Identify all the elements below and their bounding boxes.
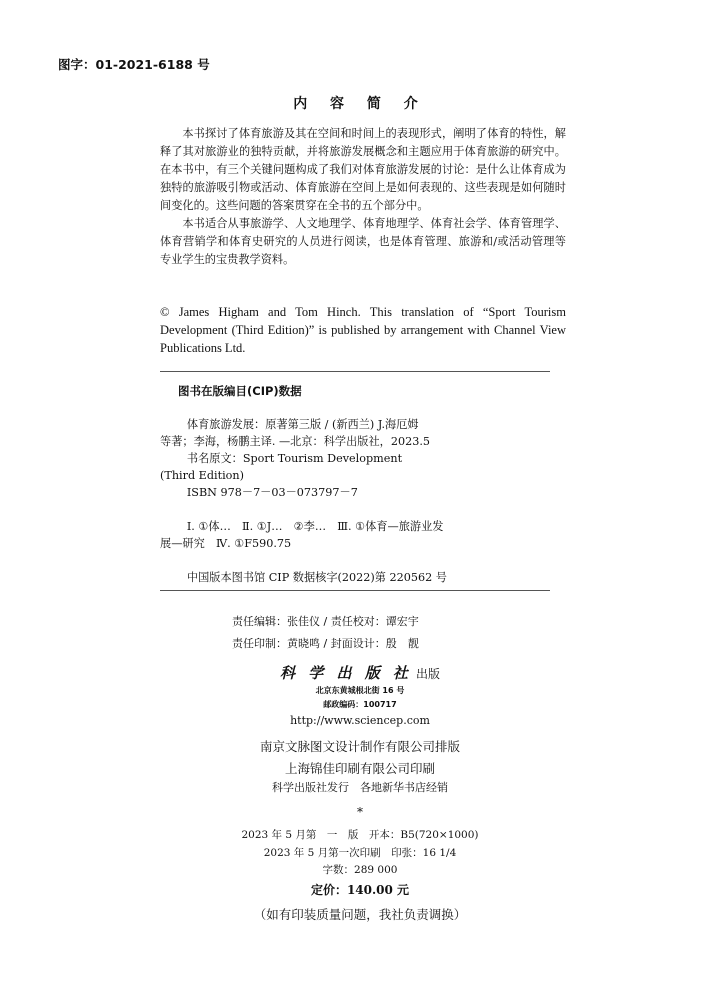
- summary-title: 内 容 简 介: [293, 96, 427, 112]
- summary-paragraph-2: 本书适合从事旅游学、人文地理学、体育地理学、体育社会学、体育管理学、体育营销学和体育史研究的人员进行阅读，也是体育管理、旅游和/或活动管理等专业学生的宝贵教学资料。: [160, 217, 566, 266]
- cip-original-title: 书名原文：Sport Tourism Development: [186, 452, 403, 465]
- separator-asterisk: *: [357, 805, 363, 819]
- cip-isbn: ISBN 978－7－03－073797－7: [186, 486, 358, 499]
- cip-top-rule: [160, 371, 550, 372]
- cip-class-line-2: 展—研究 Ⅳ. ①F590.75: [160, 537, 292, 550]
- credits: [232, 611, 419, 655]
- edition-line-2: 2023 年 5 月第一次印刷 印张：16 1/4: [263, 847, 457, 859]
- cip-original-edition: (Third Edition): [160, 469, 244, 482]
- publisher-address: 北京东黄城根北街 16 号: [315, 686, 405, 695]
- publisher-action: 出版: [415, 667, 440, 681]
- publisher-block: [0, 662, 720, 683]
- publisher-logo: 科 学 出 版 社: [280, 664, 412, 682]
- credits-production: 责任印制：黄晓鸣 / 封面设计：殷 靓: [232, 637, 419, 650]
- cip-heading: 图书在版编目(CIP)数据: [178, 384, 302, 398]
- publisher-postcode: 邮政编码：100717: [323, 700, 397, 709]
- cip-approval-wrap: [160, 569, 555, 586]
- quality-notice: （如有印装质量问题，我社负责调换）: [253, 907, 467, 922]
- price: 定价：140.00 元: [310, 883, 410, 897]
- typesetter: 南京文脉图文设计制作有限公司排版: [259, 739, 460, 754]
- summary-paragraph-1: 本书探讨了体育旅游及其在空间和时间上的表现形式，阐明了体育的特性，解释了其对旅游业的独特贡献，并将旅游发展概念和主题应用于体育旅游的研究中。在本书中，有三个关键问题构成了我们对体育旅游发展的讨论：是什么让体育成为独特的旅游吸引物或活动、体育旅游在空间上是如何表现的、这些表现是如何随时间变化的。这些问题的答案贯穿在全书的五个部分中。: [160, 127, 566, 212]
- cip-record: [160, 416, 555, 501]
- distributor: 科学出版社发行 各地新华书店经销: [272, 781, 448, 794]
- edition-line-1: 2023 年 5 月第 一 版 开本：B5(720×1000): [241, 829, 479, 841]
- cip-author-line: 等著；李海，杨鹏主译. —北京：科学出版社，2023.5: [160, 435, 431, 448]
- copyright-notice: © James Higham and Tom Hinch. This translation of “Sport Tourism Development (Third Edition)” is published by arrangement with Channel View Publications Ltd.: [160, 305, 566, 355]
- publisher-url: http://www.sciencep.com: [290, 714, 430, 727]
- cip-bottom-rule: [160, 590, 550, 591]
- cip-classification: [160, 518, 555, 552]
- word-count: 字数：289 000: [322, 864, 398, 876]
- registration-number: 图字：01-2021-6188 号: [58, 57, 210, 72]
- cip-class-line-1: Ⅰ. ①体… Ⅱ. ①J… ②李… Ⅲ. ①体育—旅游业发: [186, 520, 444, 533]
- summary-body: [160, 125, 566, 269]
- credits-editors: 责任编辑：张佳仪 / 责任校对：谭宏宇: [232, 615, 419, 628]
- cip-title-line: 体育旅游发展：原著第三版 / (新西兰) J.海厄姆: [186, 418, 419, 431]
- cip-approval: 中国版本图书馆 CIP 数据核字(2022)第 220562 号: [186, 571, 447, 584]
- printer: 上海锦佳印刷有限公司印刷: [284, 761, 435, 776]
